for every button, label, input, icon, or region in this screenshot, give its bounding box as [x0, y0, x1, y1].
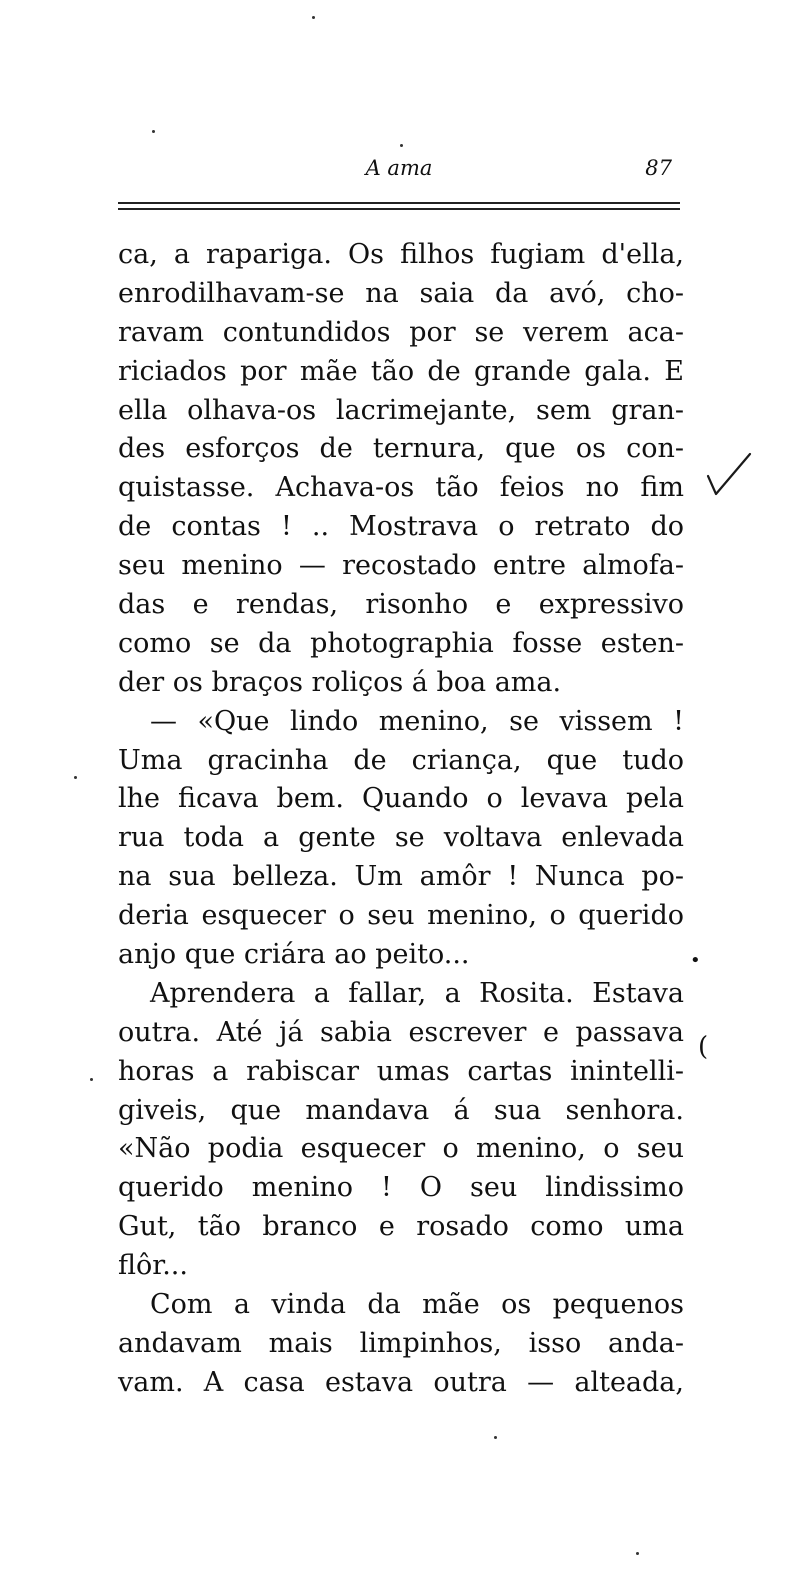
text-line: Aprendera a fallar, a Rosita. Estava — [150, 977, 684, 1009]
text-line: vam. A casa estava outra — alteada, — [118, 1366, 684, 1398]
text-line: de contas ! .. Mostrava o retrato do — [118, 511, 684, 543]
text-line: rua toda a gente se voltava enlevada — [118, 822, 684, 854]
text-line: enrodilhavam-se na saia da avó, cho- — [118, 277, 684, 309]
text-line: «Não podia esquecer o menino, o seu — [118, 1133, 684, 1165]
page-number: 87 — [645, 156, 672, 180]
page-header — [118, 156, 680, 190]
text-line: outra. Até já sabia escrever e passava — [118, 1016, 684, 1048]
text-line: flôr... — [118, 1250, 188, 1282]
scan-speck — [152, 130, 155, 133]
text-line: riciados por mãe tão de grande gala. E — [118, 355, 684, 387]
text-line: Com a vinda da mãe os pequenos — [150, 1289, 684, 1321]
text-line: lhe ficava bem. Quando o levava pela — [118, 783, 684, 815]
margin-bracket: ( — [698, 1032, 709, 1062]
scan-speck — [74, 776, 77, 779]
check-mark-icon — [700, 448, 760, 508]
text-line: na sua belleza. Um amôr ! Nunca po- — [118, 861, 684, 893]
text-line: anjo que criára ao peito... — [118, 939, 470, 971]
text-line: giveis, que mandava á sua senhora. — [118, 1094, 684, 1126]
header-rule-bottom — [118, 208, 680, 210]
text-line: querido menino ! O seu lindissimo — [118, 1172, 684, 1204]
text-line: — «Que lindo menino, se vissem ! — [150, 705, 684, 737]
text-line: andavam mais limpinhos, isso anda- — [118, 1327, 684, 1359]
header-rule-top — [118, 202, 680, 204]
text-line: das e rendas, risonho e expressivo — [118, 589, 684, 621]
text-line: horas a rabiscar umas cartas inintelli- — [118, 1055, 684, 1087]
scan-speck — [312, 16, 315, 19]
text-line: deria esquecer o seu menino, o querido — [118, 900, 684, 932]
text-line: seu menino — recostado entre almofa- — [118, 550, 684, 582]
body-text — [118, 236, 684, 1403]
text-line: des esforços de ternura, que os con- — [118, 433, 684, 465]
text-line: como se da photographia fosse esten- — [118, 627, 684, 659]
running-title: A ama — [365, 156, 433, 180]
text-line: quistasse. Achava-os tão feios no fim — [118, 472, 684, 504]
margin-bullet: • — [690, 950, 701, 971]
scan-speck — [90, 1078, 93, 1081]
text-line: ella olhava-os lacrimejante, sem gran- — [118, 394, 684, 426]
scan-speck — [400, 144, 403, 147]
text-line: Gut, tão branco e rosado como uma — [118, 1211, 684, 1243]
scan-speck — [636, 1552, 639, 1555]
text-line: ca, a rapariga. Os filhos fugiam d'ella, — [118, 239, 684, 270]
text-line: ravam contundidos por se verem aca- — [118, 316, 684, 348]
text-line: Uma gracinha de criança, que tudo — [118, 744, 684, 776]
text-line: der os braços roliços á boa ama. — [118, 666, 562, 698]
scan-speck — [494, 1436, 497, 1439]
